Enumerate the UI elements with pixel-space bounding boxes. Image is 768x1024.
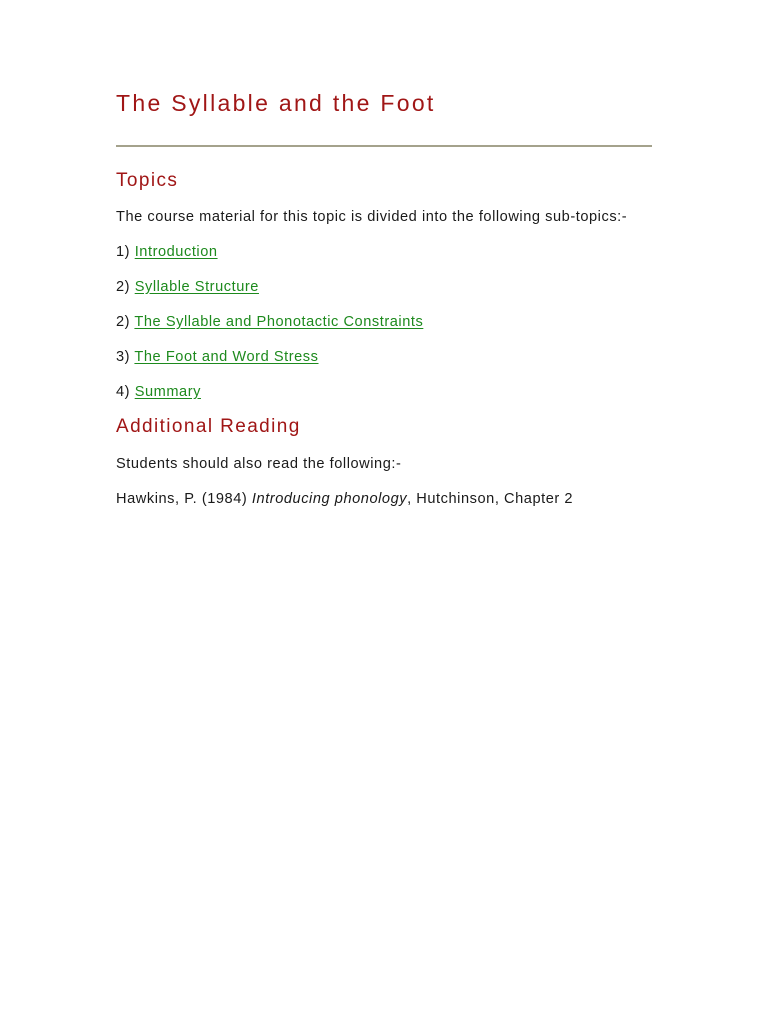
topic-number: 2) (116, 314, 131, 330)
topics-heading: Topics (116, 170, 179, 191)
topic-number: 3) (116, 349, 131, 365)
title-divider (116, 145, 652, 147)
reading-intro: Students should also read the following:- (116, 456, 402, 472)
page-title: The Syllable and the Foot (116, 90, 436, 116)
topic-item-syllable-structure (116, 278, 652, 297)
topic-item-summary (116, 383, 652, 402)
reference-entry (116, 490, 652, 509)
topic-number: 2) (116, 279, 131, 295)
topic-link-summary[interactable]: Summary (134, 384, 201, 400)
document-content (116, 86, 652, 509)
reference-author: Hawkins, P. (1984) (116, 491, 252, 507)
topic-number: 4) (116, 384, 131, 400)
topic-link-syllable-structure[interactable]: Syllable Structure (134, 279, 259, 295)
reference-book-title: Introducing phonology (251, 491, 408, 507)
topic-item-phonotactic-constraints (116, 313, 652, 332)
topic-link-foot-word-stress[interactable]: The Foot and Word Stress (134, 349, 319, 365)
topic-link-phonotactic-constraints[interactable]: The Syllable and Phonotactic Constraints (134, 314, 424, 330)
topic-item-foot-word-stress (116, 348, 652, 367)
topics-intro: The course material for this topic is divided into the following sub-topics:- (116, 209, 628, 225)
topic-link-introduction[interactable]: Introduction (134, 244, 218, 260)
topic-item-introduction (116, 243, 652, 262)
topic-number: 1) (116, 244, 131, 260)
additional-reading-heading: Additional Reading (116, 416, 301, 437)
reference-publisher: , Hutchinson, Chapter 2 (407, 491, 574, 507)
